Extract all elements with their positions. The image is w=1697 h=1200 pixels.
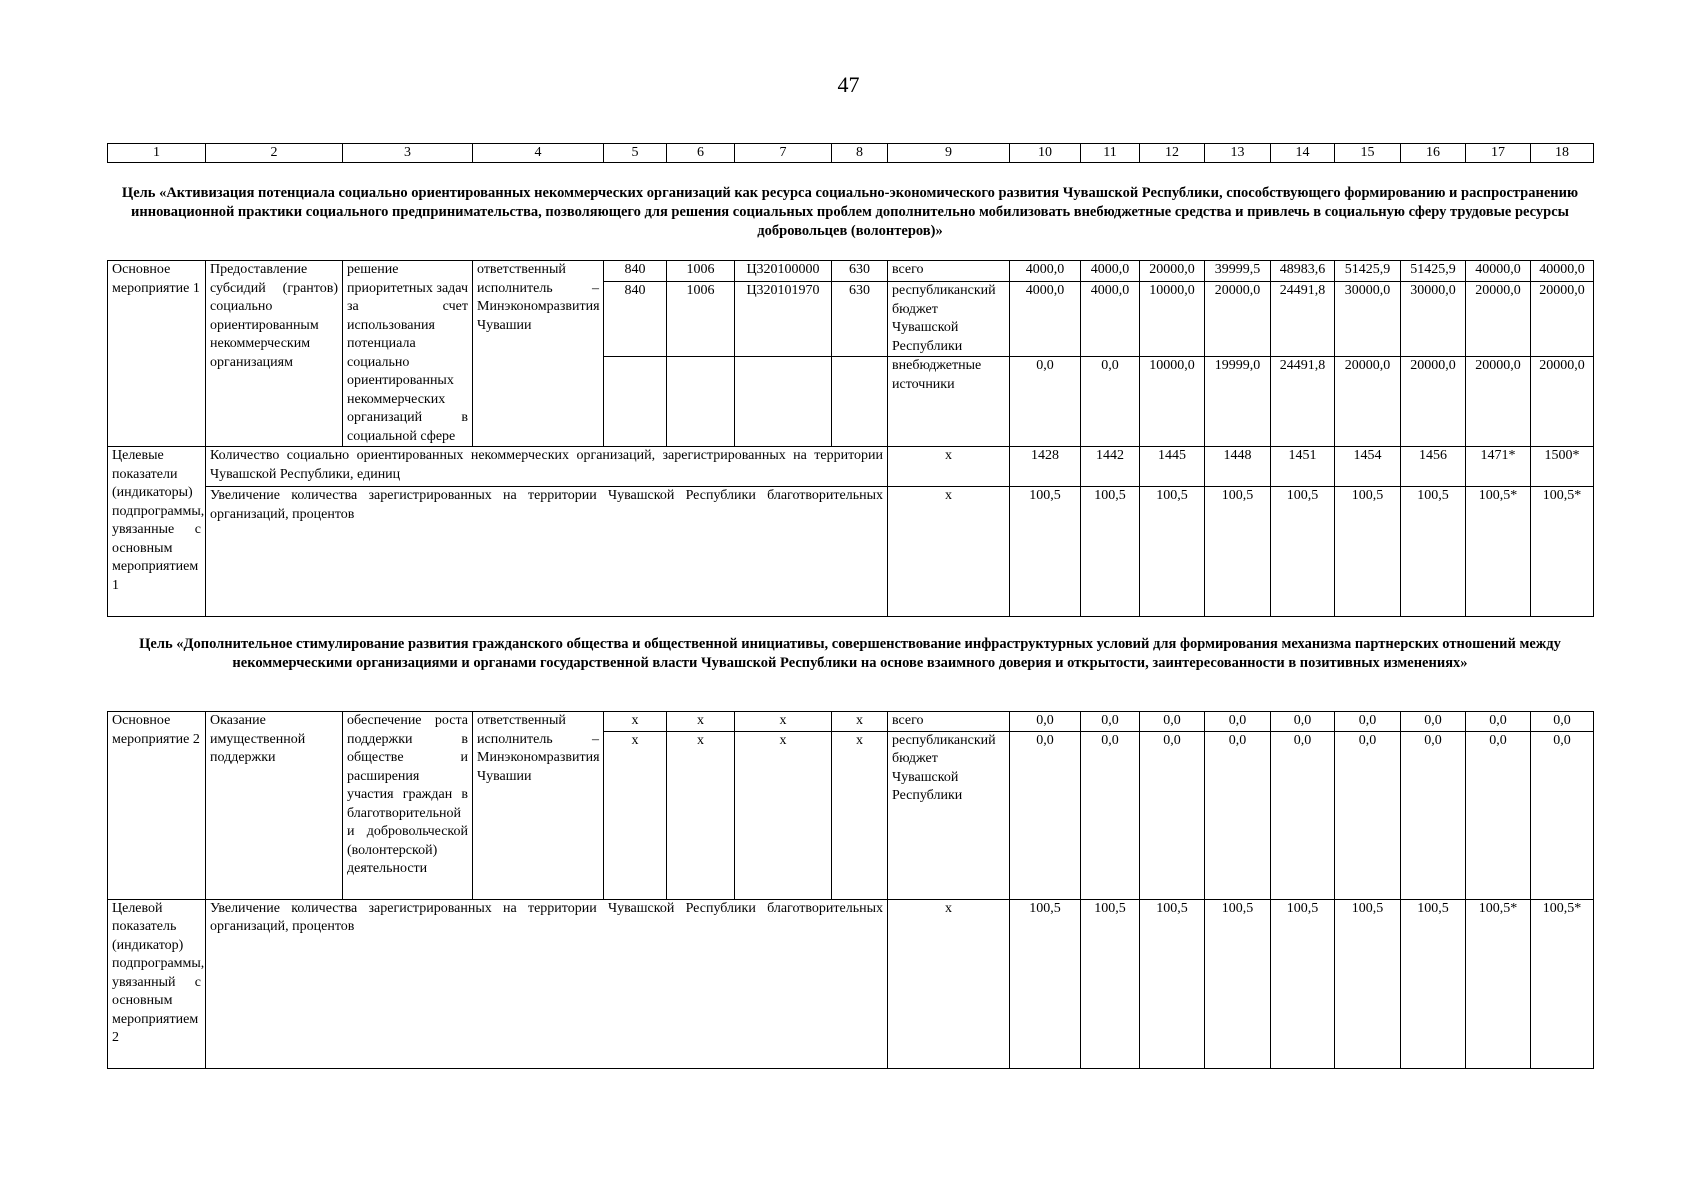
grbs-cell: x — [604, 731, 667, 899]
event-2-table — [107, 711, 1594, 1069]
value-cell: 4000,0 — [1081, 261, 1140, 282]
value-cell: 4000,0 — [1010, 282, 1081, 357]
indicator-mark: x — [888, 899, 1010, 1068]
value-cell: 100,5 — [1205, 899, 1271, 1068]
vr-cell: x — [832, 712, 888, 732]
table-row — [108, 712, 1594, 732]
csr-cell: Ц320100000 — [735, 261, 832, 282]
value-cell: 0,0 — [1271, 731, 1335, 899]
col-number: 18 — [1531, 144, 1594, 163]
value-cell: 0,0 — [1081, 357, 1140, 447]
value-cell: 20000,0 — [1466, 357, 1531, 447]
col-number: 8 — [832, 144, 888, 163]
goal-1-heading: Цель «Активизация потенциала социально ориентированных некоммерческих организаций как ресурса социально-экономического развития Чувашской Республики, способствующего формированию и распространению инновационной практики социального предпринимательства, позволяющего для решения социальных проблем дополнительно мобилизовать внебюджетные средства и привлечь в социальную сферу трудовые ресурсы добровольцев (волонтеров)» — [121, 185, 1579, 239]
value-cell: 100,5 — [1010, 899, 1081, 1068]
value-cell: 40000,0 — [1466, 261, 1531, 282]
grbs-cell: 840 — [604, 282, 667, 357]
value-cell: 0,0 — [1531, 731, 1594, 899]
col-number: 1 — [108, 144, 206, 163]
column-number-header — [107, 143, 1594, 163]
value-cell: 0,0 — [1010, 712, 1081, 732]
value-cell: 48983,6 — [1271, 261, 1335, 282]
value-cell: 0,0 — [1466, 712, 1531, 732]
value-cell: 51425,9 — [1401, 261, 1466, 282]
event-name: Оказание имущественной поддержки — [206, 712, 343, 900]
indicator-mark: x — [888, 447, 1010, 487]
col-number: 9 — [888, 144, 1010, 163]
value-cell: 100,5* — [1531, 487, 1594, 617]
indicator-mark: x — [888, 487, 1010, 617]
source-cell: республиканский бюджет Чувашской Республики — [888, 282, 1010, 357]
col-number: 12 — [1140, 144, 1205, 163]
event-task: решение приоритетных задач за счет использования потенциала социально ориентированных некоммерческих организаций в социальной сфере — [343, 261, 473, 447]
event-executor: ответственный исполнитель – Минэкономразвития Чувашии — [473, 261, 604, 447]
event-label: Основное мероприятие 1 — [108, 261, 206, 447]
value-cell: 0,0 — [1466, 731, 1531, 899]
event-1-table — [107, 260, 1594, 617]
col-number: 13 — [1205, 144, 1271, 163]
col-number: 11 — [1081, 144, 1140, 163]
indicator-name: Количество социально ориентированных некоммерческих организаций, зарегистрированных на территории Чувашской Республики, единиц — [206, 447, 888, 487]
value-cell: 20000,0 — [1401, 357, 1466, 447]
col-number: 16 — [1401, 144, 1466, 163]
value-cell: 0,0 — [1335, 731, 1401, 899]
indicator-name: Увеличение количества зарегистрированных на территории Чувашской Республики благотворительных организаций, процентов — [206, 899, 888, 1068]
table-row — [108, 447, 1594, 487]
rz-cell: 1006 — [667, 282, 735, 357]
value-cell: 100,5 — [1271, 487, 1335, 617]
value-cell: 10000,0 — [1140, 357, 1205, 447]
value-cell: 1442 — [1081, 447, 1140, 487]
value-cell: 0,0 — [1081, 712, 1140, 732]
grbs-cell: x — [604, 712, 667, 732]
value-cell: 40000,0 — [1531, 261, 1594, 282]
vr-cell: 630 — [832, 261, 888, 282]
value-cell: 100,5 — [1335, 487, 1401, 617]
value-cell: 1445 — [1140, 447, 1205, 487]
value-cell: 0,0 — [1401, 731, 1466, 899]
rz-cell — [667, 357, 735, 447]
value-cell: 1500* — [1531, 447, 1594, 487]
value-cell: 39999,5 — [1205, 261, 1271, 282]
col-number: 3 — [343, 144, 473, 163]
value-cell: 100,5 — [1205, 487, 1271, 617]
value-cell: 100,5* — [1466, 899, 1531, 1068]
value-cell: 30000,0 — [1401, 282, 1466, 357]
value-cell: 4000,0 — [1081, 282, 1140, 357]
value-cell: 100,5 — [1335, 899, 1401, 1068]
value-cell: 100,5 — [1140, 899, 1205, 1068]
value-cell: 100,5 — [1271, 899, 1335, 1068]
value-cell: 24491,8 — [1271, 282, 1335, 357]
vr-cell: x — [832, 731, 888, 899]
value-cell: 0,0 — [1401, 712, 1466, 732]
value-cell: 1428 — [1010, 447, 1081, 487]
column-number-row — [108, 144, 1594, 163]
event-name: Предоставление субсидий (грантов) социально ориентированным некоммерческим организациям — [206, 261, 343, 447]
value-cell: 100,5 — [1401, 899, 1466, 1068]
value-cell: 30000,0 — [1335, 282, 1401, 357]
value-cell: 100,5 — [1401, 487, 1466, 617]
value-cell: 19999,0 — [1205, 357, 1271, 447]
col-number: 10 — [1010, 144, 1081, 163]
value-cell: 1471* — [1466, 447, 1531, 487]
value-cell: 0,0 — [1010, 357, 1081, 447]
value-cell: 0,0 — [1081, 731, 1140, 899]
value-cell: 100,5 — [1081, 487, 1140, 617]
value-cell: 100,5* — [1531, 899, 1594, 1068]
value-cell: 20000,0 — [1466, 282, 1531, 357]
event-task: обеспечение роста поддержки в обществе и расширения участия граждан в благотворительной и добровольческой (волонтерской) деятельности — [343, 712, 473, 900]
value-cell: 51425,9 — [1335, 261, 1401, 282]
table-row — [108, 487, 1594, 617]
value-cell: 20000,0 — [1140, 261, 1205, 282]
value-cell: 24491,8 — [1271, 357, 1335, 447]
rz-cell: x — [667, 731, 735, 899]
grbs-cell — [604, 357, 667, 447]
indicator-name: Увеличение количества зарегистрированных на территории Чувашской Республики благотворительных организаций, процентов — [206, 487, 888, 617]
source-cell: всего — [888, 261, 1010, 282]
source-cell: республиканский бюджет Чувашской Республики — [888, 731, 1010, 899]
vr-cell: 630 — [832, 282, 888, 357]
value-cell: 0,0 — [1140, 712, 1205, 732]
value-cell: 0,0 — [1335, 712, 1401, 732]
event-executor: ответственный исполнитель – Минэкономразвития Чувашии — [473, 712, 604, 900]
value-cell: 0,0 — [1531, 712, 1594, 732]
value-cell: 0,0 — [1205, 731, 1271, 899]
value-cell: 20000,0 — [1335, 357, 1401, 447]
col-number: 4 — [473, 144, 604, 163]
csr-cell: x — [735, 731, 832, 899]
col-number: 5 — [604, 144, 667, 163]
value-cell: 100,5 — [1081, 899, 1140, 1068]
table-row — [108, 261, 1594, 282]
table-row — [108, 899, 1594, 1068]
value-cell: 0,0 — [1010, 731, 1081, 899]
value-cell: 1454 — [1335, 447, 1401, 487]
value-cell: 0,0 — [1140, 731, 1205, 899]
col-number: 17 — [1466, 144, 1531, 163]
rz-cell: x — [667, 712, 735, 732]
source-cell: всего — [888, 712, 1010, 732]
value-cell: 1456 — [1401, 447, 1466, 487]
value-cell: 0,0 — [1205, 712, 1271, 732]
value-cell: 20000,0 — [1205, 282, 1271, 357]
csr-cell — [735, 357, 832, 447]
value-cell: 10000,0 — [1140, 282, 1205, 357]
value-cell: 100,5 — [1010, 487, 1081, 617]
value-cell: 20000,0 — [1531, 282, 1594, 357]
col-number: 15 — [1335, 144, 1401, 163]
grbs-cell: 840 — [604, 261, 667, 282]
value-cell: 100,5* — [1466, 487, 1531, 617]
vr-cell — [832, 357, 888, 447]
csr-cell: Ц320101970 — [735, 282, 832, 357]
col-number: 14 — [1271, 144, 1335, 163]
value-cell: 1448 — [1205, 447, 1271, 487]
goal-2-heading: Цель «Дополнительное стимулирование развития гражданского общества и общественной инициативы, совершенствование инфраструктурных условий для формирования механизма партнерских отношений между некоммерческими организациями и органами государственной власти Чувашской Республики на основе взаимного доверия и открытости, заинтересованности в позитивных изменениях» — [139, 636, 1561, 671]
value-cell: 100,5 — [1140, 487, 1205, 617]
value-cell: 1451 — [1271, 447, 1335, 487]
col-number: 7 — [735, 144, 832, 163]
col-number: 6 — [667, 144, 735, 163]
value-cell: 4000,0 — [1010, 261, 1081, 282]
event-label: Основное мероприятие 2 — [108, 712, 206, 900]
col-number: 2 — [206, 144, 343, 163]
indicators-label: Целевые показатели (индикаторы) подпрограммы, увязанные с основным мероприятием 1 — [108, 447, 206, 617]
indicators-label: Целевой показатель (индикатор) подпрограммы, увязанный с основным мероприятием 2 — [108, 899, 206, 1068]
rz-cell: 1006 — [667, 261, 735, 282]
value-cell: 20000,0 — [1531, 357, 1594, 447]
page-number: 47 — [837, 72, 860, 97]
value-cell: 0,0 — [1271, 712, 1335, 732]
source-cell: внебюджетные источники — [888, 357, 1010, 447]
csr-cell: x — [735, 712, 832, 732]
